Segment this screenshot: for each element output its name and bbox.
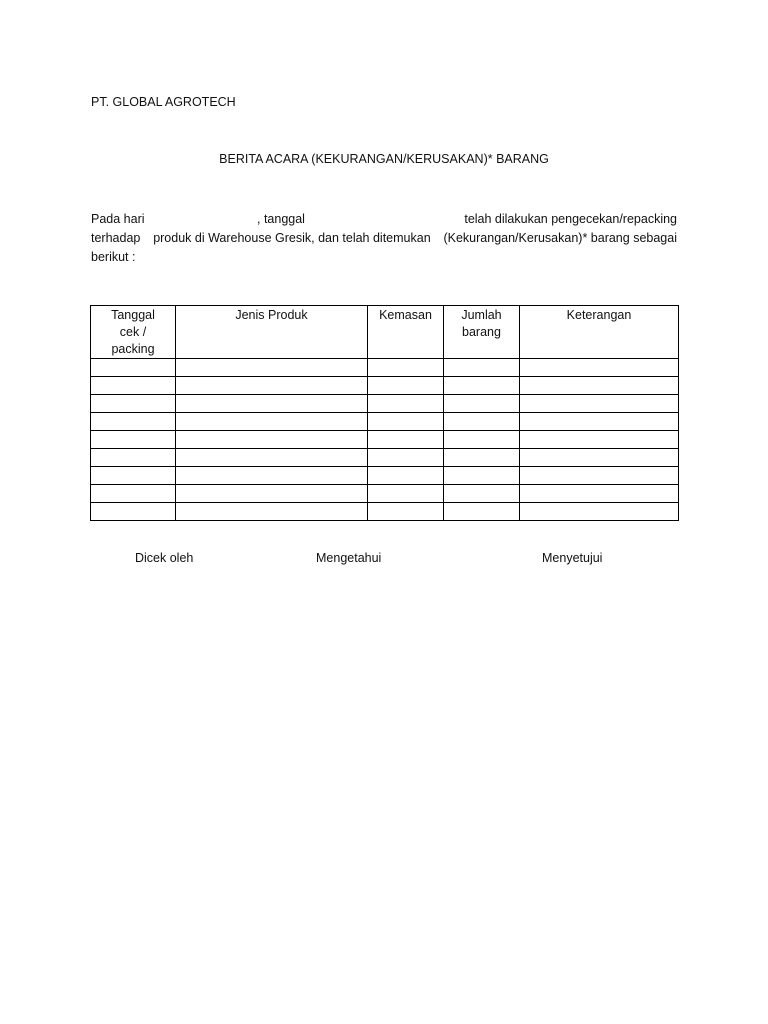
table-cell bbox=[520, 431, 679, 449]
table-cell bbox=[520, 467, 679, 485]
header-jenis-produk: Jenis Produk bbox=[176, 306, 368, 359]
table-cell bbox=[368, 431, 444, 449]
table-row bbox=[91, 503, 679, 521]
paragraph-line-1 bbox=[91, 210, 677, 229]
table-cell bbox=[368, 359, 444, 377]
table-cell bbox=[176, 503, 368, 521]
table-cell bbox=[176, 359, 368, 377]
date-label: , tanggal bbox=[257, 212, 305, 226]
table-cell bbox=[444, 449, 520, 467]
table-cell bbox=[91, 467, 176, 485]
table-row bbox=[91, 431, 679, 449]
table-cell bbox=[444, 377, 520, 395]
table-cell bbox=[91, 413, 176, 431]
table-cell bbox=[444, 359, 520, 377]
paragraph-word: (Kekurangan/Kerusakan)* barang sebagai bbox=[443, 231, 677, 245]
table-cell bbox=[520, 413, 679, 431]
table-cell bbox=[368, 467, 444, 485]
intro-paragraph bbox=[91, 210, 677, 267]
table-cell bbox=[520, 485, 679, 503]
header-tanggal: Tanggal cek / packing bbox=[91, 306, 176, 359]
table-cell bbox=[520, 503, 679, 521]
table-row bbox=[91, 449, 679, 467]
table-cell bbox=[368, 377, 444, 395]
table-cell bbox=[444, 413, 520, 431]
paragraph-word: produk di Warehouse Gresik, dan telah ditemukan bbox=[153, 231, 431, 245]
header-kemasan: Kemasan bbox=[368, 306, 444, 359]
table-cell bbox=[368, 395, 444, 413]
paragraph-line-3: berikut : bbox=[91, 250, 136, 264]
table-header-row bbox=[91, 306, 679, 359]
table-cell bbox=[176, 485, 368, 503]
signature-checked-by: Dicek oleh bbox=[135, 551, 194, 565]
table-cell bbox=[520, 377, 679, 395]
table-row bbox=[91, 467, 679, 485]
table-row bbox=[91, 413, 679, 431]
table-cell bbox=[91, 449, 176, 467]
header-keterangan: Keterangan bbox=[520, 306, 679, 359]
table-cell bbox=[176, 431, 368, 449]
table-cell bbox=[520, 359, 679, 377]
table-cell bbox=[444, 467, 520, 485]
company-name: PT. GLOBAL AGROTECH bbox=[91, 95, 236, 109]
signature-acknowledged-by: Mengetahui bbox=[316, 551, 382, 565]
table-cell bbox=[91, 377, 176, 395]
signature-approved-by: Menyetujui bbox=[542, 551, 603, 565]
table-cell bbox=[176, 467, 368, 485]
table-row bbox=[91, 377, 679, 395]
signature-section bbox=[0, 551, 768, 571]
table-cell bbox=[520, 395, 679, 413]
table-cell bbox=[176, 395, 368, 413]
day-label: Pada hari bbox=[91, 212, 145, 226]
table-cell bbox=[444, 395, 520, 413]
table-cell bbox=[444, 503, 520, 521]
items-table bbox=[90, 305, 679, 521]
table-cell bbox=[176, 377, 368, 395]
table-cell bbox=[368, 503, 444, 521]
table-cell bbox=[368, 413, 444, 431]
table-cell bbox=[91, 431, 176, 449]
table-cell bbox=[91, 359, 176, 377]
paragraph-line-2 bbox=[91, 229, 677, 248]
header-jumlah: Jumlah barang bbox=[444, 306, 520, 359]
inspection-text: telah dilakukan pengecekan/repacking bbox=[464, 212, 677, 226]
table-cell bbox=[91, 503, 176, 521]
paragraph-word: terhadap bbox=[91, 231, 141, 245]
table-cell bbox=[176, 413, 368, 431]
table-row bbox=[91, 359, 679, 377]
table-row bbox=[91, 485, 679, 503]
table-row bbox=[91, 395, 679, 413]
table-cell bbox=[91, 395, 176, 413]
table-cell bbox=[444, 431, 520, 449]
table-cell bbox=[176, 449, 368, 467]
table-cell bbox=[368, 485, 444, 503]
table-cell bbox=[444, 485, 520, 503]
document-title: BERITA ACARA (KEKURANGAN/KERUSAKAN)* BARANG bbox=[219, 152, 549, 166]
table-cell bbox=[368, 449, 444, 467]
table-cell bbox=[520, 449, 679, 467]
table-cell bbox=[91, 485, 176, 503]
